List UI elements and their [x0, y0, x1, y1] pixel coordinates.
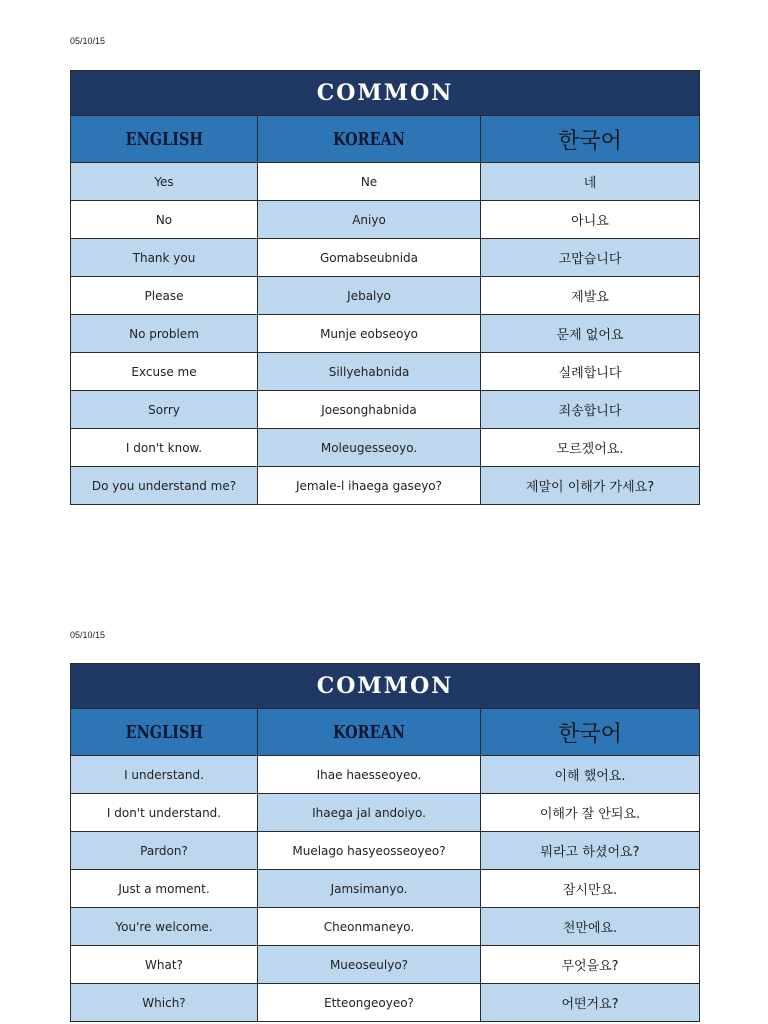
- header-hangul: 한국어: [481, 116, 700, 163]
- table-row: [71, 467, 700, 505]
- page-date: 05/10/15: [70, 36, 106, 46]
- cell-hangul: 네: [481, 163, 700, 201]
- table-row: [71, 756, 700, 794]
- cell-hangul: 죄송합니다: [481, 391, 700, 429]
- cell-romanized: Aniyo: [258, 201, 481, 239]
- cell-romanized: Ne: [258, 163, 481, 201]
- cell-romanized: Munje eobseoyo: [258, 315, 481, 353]
- cell-english: No problem: [71, 315, 258, 353]
- table-row: [71, 277, 700, 315]
- cell-romanized: Jebalyo: [258, 277, 481, 315]
- cell-romanized: Moleugesseoyo.: [258, 429, 481, 467]
- cell-romanized: Mueoseulyo?: [258, 946, 481, 984]
- cell-english: Excuse me: [71, 353, 258, 391]
- cell-romanized: Muelago hasyeosseoyeo?: [258, 832, 481, 870]
- table-row: [71, 908, 700, 946]
- cell-romanized: Ihae haesseoyeo.: [258, 756, 481, 794]
- header-english: ENGLISH: [71, 709, 258, 756]
- cell-english: What?: [71, 946, 258, 984]
- table-row: [71, 201, 700, 239]
- cell-romanized: Jemale-l ihaega gaseyo?: [258, 467, 481, 505]
- cell-hangul: 잠시만요.: [481, 870, 700, 908]
- cell-hangul: 문제 없어요: [481, 315, 700, 353]
- cell-english: No: [71, 201, 258, 239]
- cell-romanized: Joesonghabnida: [258, 391, 481, 429]
- cell-hangul: 제말이 이해가 가세요?: [481, 467, 700, 505]
- cell-romanized: Ihaega jal andoiyo.: [258, 794, 481, 832]
- cell-hangul: 실례합니다: [481, 353, 700, 391]
- table-row: [71, 391, 700, 429]
- cell-hangul: 모르겠어요.: [481, 429, 700, 467]
- cell-hangul: 이해 했어요.: [481, 756, 700, 794]
- cell-hangul: 아니요: [481, 201, 700, 239]
- cell-romanized: Etteongeoyeo?: [258, 984, 481, 1022]
- cell-english: Thank you: [71, 239, 258, 277]
- cell-hangul: 무엇을요?: [481, 946, 700, 984]
- cell-english: Do you understand me?: [71, 467, 258, 505]
- cell-english: Sorry: [71, 391, 258, 429]
- table-row: [71, 984, 700, 1022]
- cell-english: I don't understand.: [71, 794, 258, 832]
- cell-english: You're welcome.: [71, 908, 258, 946]
- cell-english: Just a moment.: [71, 870, 258, 908]
- cell-english: Yes: [71, 163, 258, 201]
- table-row: [71, 163, 700, 201]
- phrase-table: [70, 663, 700, 1022]
- cell-romanized: Sillyehabnida: [258, 353, 481, 391]
- cell-english: Please: [71, 277, 258, 315]
- page-date: 05/10/15: [70, 630, 106, 640]
- table-row: [71, 832, 700, 870]
- cell-english: I don't know.: [71, 429, 258, 467]
- table-row: [71, 429, 700, 467]
- cell-hangul: 이해가 잘 안되요.: [481, 794, 700, 832]
- phrase-table: [70, 70, 700, 505]
- table-row: [71, 353, 700, 391]
- cell-romanized: Cheonmaneyo.: [258, 908, 481, 946]
- cell-english: Pardon?: [71, 832, 258, 870]
- cell-hangul: 고맙습니다: [481, 239, 700, 277]
- table-title: COMMON: [71, 71, 700, 116]
- table-row: [71, 870, 700, 908]
- cell-hangul: 천만에요.: [481, 908, 700, 946]
- cell-english: I understand.: [71, 756, 258, 794]
- header-english: ENGLISH: [71, 116, 258, 163]
- table-title: COMMON: [71, 664, 700, 709]
- cell-english: Which?: [71, 984, 258, 1022]
- cell-hangul: 뭐라고 하셨어요?: [481, 832, 700, 870]
- table-row: [71, 946, 700, 984]
- cell-romanized: Gomabseubnida: [258, 239, 481, 277]
- table-row: [71, 315, 700, 353]
- table-row: [71, 239, 700, 277]
- cell-romanized: Jamsimanyo.: [258, 870, 481, 908]
- header-korean: KOREAN: [258, 709, 481, 756]
- cell-hangul: 어떤거요?: [481, 984, 700, 1022]
- table-row: [71, 794, 700, 832]
- cell-hangul: 제발요: [481, 277, 700, 315]
- header-hangul: 한국어: [481, 709, 700, 756]
- header-korean: KOREAN: [258, 116, 481, 163]
